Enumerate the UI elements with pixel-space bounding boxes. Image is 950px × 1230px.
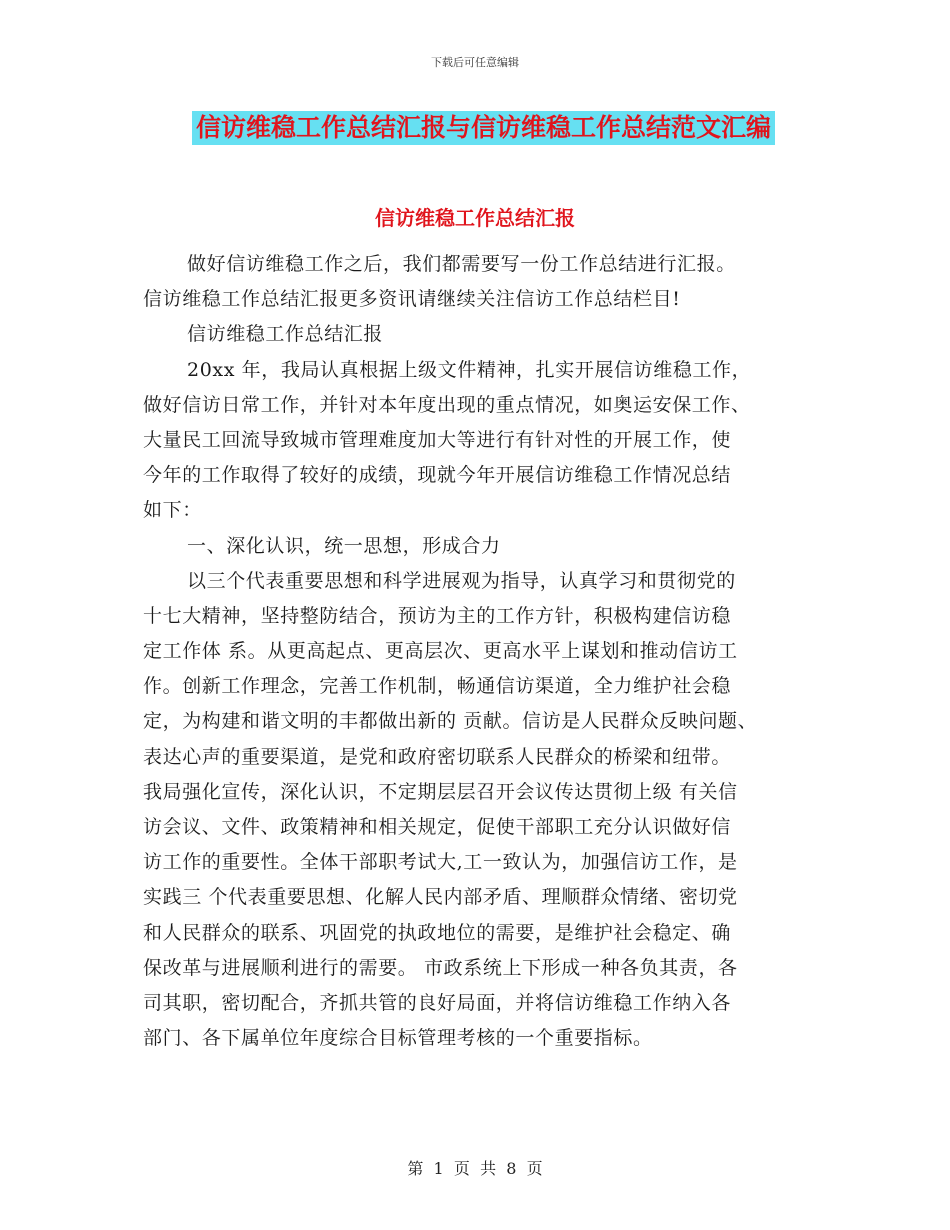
paragraph-line: 做好信访维稳工作之后，我们都需要写一份工作总结进行汇报。 (187, 253, 736, 275)
paragraph-line: 今年的工作取得了较好的成绩，现就今年开展信访维稳工作情况总结 (143, 464, 732, 487)
section-title: 信访维稳工作总结汇报 (375, 206, 575, 230)
page-number: 第 1 页 共 8 页 (407, 1159, 543, 1178)
paragraph-line: 访会议、文件、政策精神和相关规定，促使干部职工充分认识做好信 (143, 816, 732, 838)
paragraph-line: 做好信访日常工作，并针对本年度出现的重点情况，如奥运安保工作、 (143, 393, 751, 416)
paragraph-line: 表达心声的重要渠道，是党和政府密切联系人民群众的桥梁和纽带。 (143, 745, 732, 768)
paragraph-line: 访工作的重要性。全体干部职考试大,工一致认为，加强信访工作，是 (143, 851, 738, 874)
paragraph-line: 信访维稳工作总结汇报更多资讯请继续关注信访工作总结栏目! (143, 288, 681, 311)
paragraph-line: 定工作体 系。从更高起点、更高层次、更高水平上谋划和推动信访工 (143, 640, 738, 663)
paragraph-line: 信访维稳工作总结汇报 (187, 323, 384, 346)
paragraph-line: 大量民工回流导致城市管理难度加大等进行有针对性的开展工作，使 (143, 428, 732, 451)
paragraph-line: 作。创新工作理念，完善工作机制，畅通信访渠道，全力维护社会稳 (143, 675, 732, 698)
paragraph-line: 部门、各下属单位年度综合目标管理考核的一个重要指标。 (143, 1027, 653, 1050)
paragraph-line: 20xx 年，我局认真根据上级文件精神，扎实开展信访维稳工作， (187, 358, 752, 381)
paragraph-line: 我局强化宣传，深化认识，不定期层层召开会议传达贯彻上级 有关信 (143, 780, 738, 803)
paragraph-line: 定，为构建和谐文明的丰都做出新的 贡献。信访是人民群众反映问题、 (143, 710, 758, 733)
paragraph-line: 司其职，密切配合，齐抓共管的良好局面，并将信访维稳工作纳入各 (143, 991, 732, 1014)
paragraph-line: 以三个代表重要思想和科学进展观为指导，认真学习和贯彻党的 (187, 569, 736, 592)
section-heading: 一、深化认识，统一思想，形成合力 (187, 534, 501, 557)
paragraph-line: 和人民群众的联系、巩固党的执政地位的需要，是维护社会稳定、确 (143, 921, 732, 944)
paragraph-line: 保改革与进展顺利进行的需要。 市政系统上下形成一种各负其责，各 (143, 956, 738, 979)
body-text (143, 247, 813, 1056)
document-title: 信访维稳工作总结汇报与信访维稳工作总结范文汇编 (192, 111, 775, 145)
paragraph-line: 十七大精神，坚持整防结合，预访为主的工作方针，积极构建信访稳 (143, 604, 732, 627)
header-note: 下载后可任意编辑 (431, 56, 519, 69)
paragraph-line: 实践三 个代表重要思想、化解人民内部矛盾、理顺群众情绪、密切党 (143, 886, 738, 909)
paragraph-line: 如下： (143, 499, 202, 522)
